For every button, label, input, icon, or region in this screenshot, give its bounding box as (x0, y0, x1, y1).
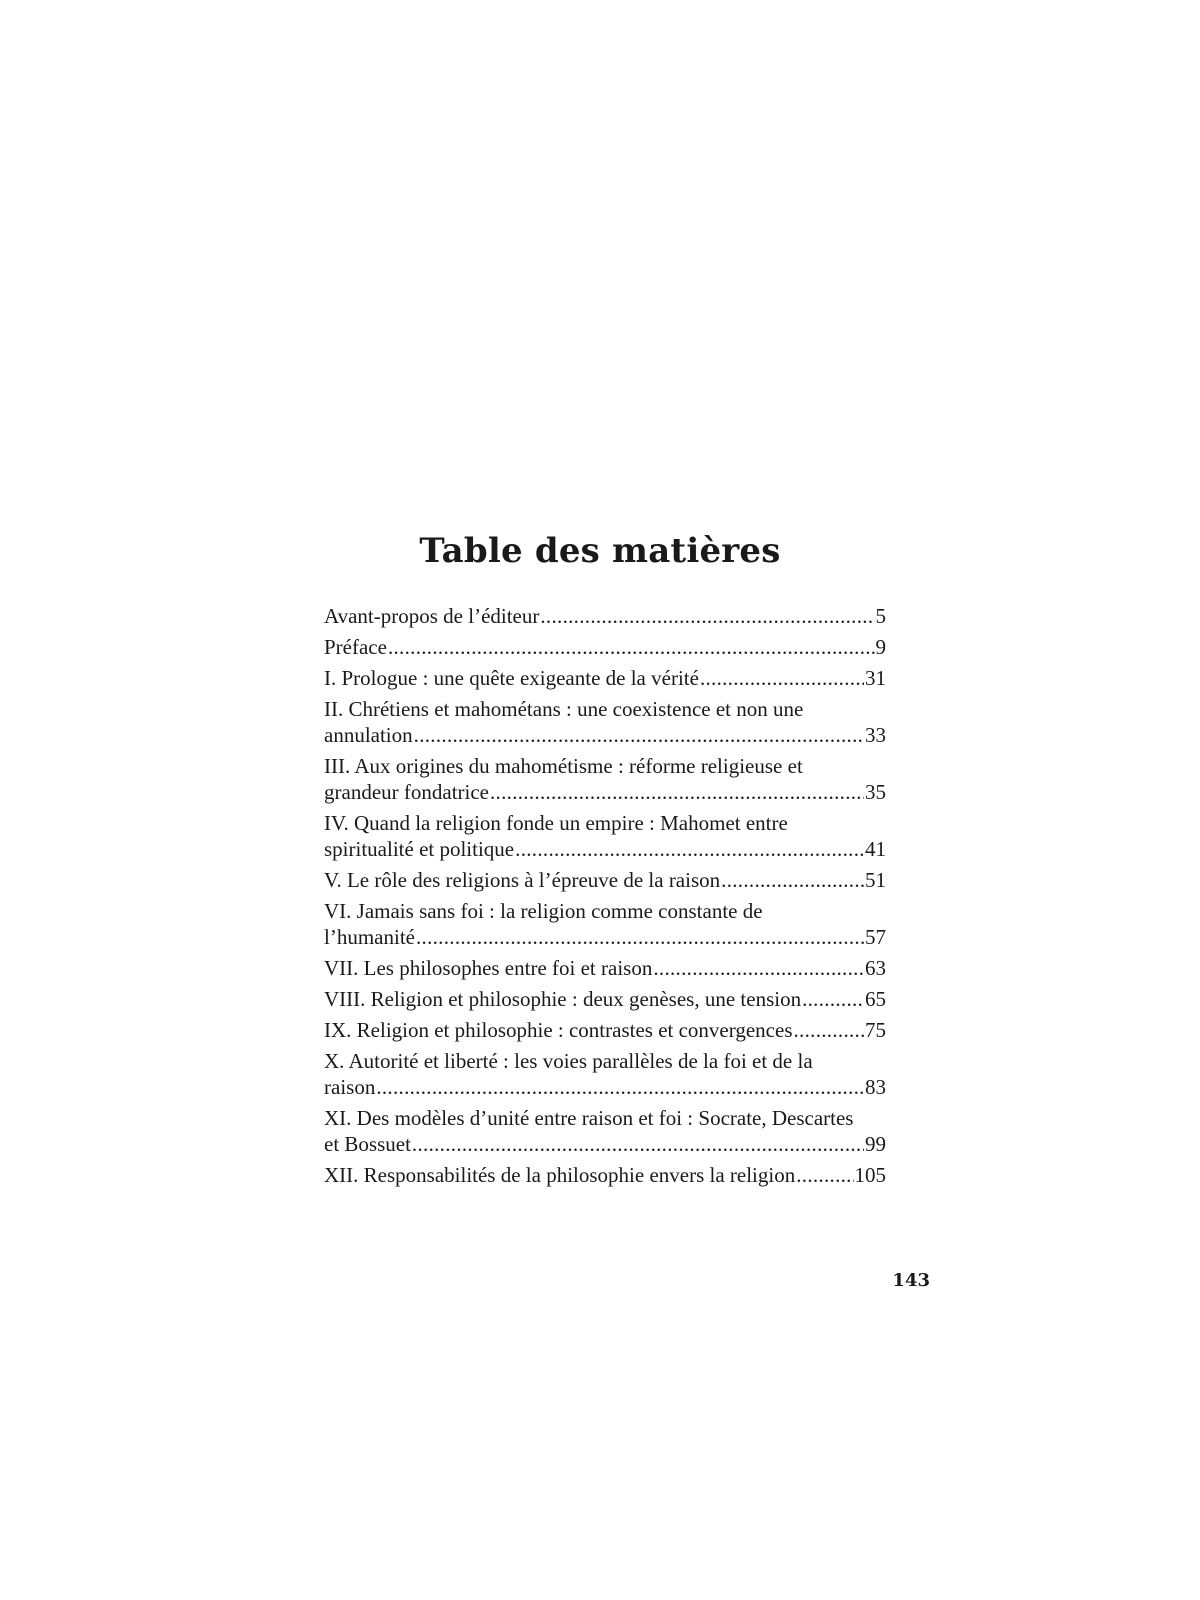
dot-leader (796, 1162, 853, 1188)
toc-entry-page: 33 (865, 723, 886, 747)
toc-entry-label: raison (324, 1075, 376, 1099)
toc-entry-page: 31 (865, 666, 886, 690)
dot-leader (653, 955, 864, 981)
toc-entry-label: Avant-propos de l’éditeur (324, 604, 540, 628)
toc-entry-chapter-5 (324, 867, 886, 893)
toc-entry-chapter-12 (324, 1162, 886, 1188)
dot-leader (721, 867, 864, 893)
dot-leader (388, 634, 875, 660)
toc-entry-label: grandeur fondatrice (324, 780, 489, 804)
page-title: Table des matières (419, 530, 781, 571)
toc-entry-label: XII. Responsabilités de la philosophie envers la religion (324, 1163, 796, 1187)
toc-entry-label: VII. Les philosophes entre foi et raison (324, 956, 653, 980)
toc-entry-preface (324, 634, 886, 660)
toc-entry-page: 65 (865, 987, 886, 1011)
dot-leader (416, 924, 864, 950)
toc-entry-chapter-11 (324, 1105, 886, 1157)
toc-entry-label-line-1: VI. Jamais sans foi : la religion comme constante de (324, 899, 763, 923)
toc-entry-page: 75 (865, 1018, 886, 1042)
toc-entry-avant-propos (324, 603, 886, 629)
toc-entry-label: Préface (324, 635, 387, 659)
toc-entry-page: 83 (865, 1075, 886, 1099)
toc-entry-chapter-8 (324, 986, 886, 1012)
dot-leader (515, 836, 864, 862)
dot-leader (540, 603, 874, 629)
toc-entry-chapter-9 (324, 1017, 886, 1043)
toc-entry-label: I. Prologue : une quête exigeante de la vérité (324, 666, 699, 690)
toc-entry-label-line-1: X. Autorité et liberté : les voies parallèles de la foi et de la (324, 1049, 813, 1073)
toc-entry-chapter-4 (324, 810, 886, 862)
dot-leader (700, 665, 864, 691)
toc-entry-label: annulation (324, 723, 413, 747)
toc-entry-page: 5 (875, 604, 886, 628)
toc-entry-label-line-1: II. Chrétiens et mahométans : une coexistence et non une (324, 697, 804, 721)
dot-leader (412, 1131, 864, 1157)
dot-leader (490, 779, 864, 805)
toc-entry-chapter-10 (324, 1048, 886, 1100)
toc-entry-page: 63 (865, 956, 886, 980)
toc-entry-label-line-1: XI. Des modèles d’unité entre raison et foi : Socrate, Descartes (324, 1106, 854, 1130)
toc-entry-page: 99 (865, 1132, 886, 1156)
toc-entry-page: 51 (865, 868, 886, 892)
toc-entry-label: IX. Religion et philosophie : contrastes et convergences (324, 1018, 793, 1042)
toc-entry-chapter-2 (324, 696, 886, 748)
page-number: 143 (892, 1270, 930, 1291)
dot-leader (414, 722, 864, 748)
dot-leader (376, 1074, 864, 1100)
toc-entry-chapter-1 (324, 665, 886, 691)
toc-entry-page: 35 (865, 780, 886, 804)
toc-entry-label-line-1: III. Aux origines du mahométisme : réforme religieuse et (324, 754, 803, 778)
dot-leader (802, 986, 864, 1012)
toc-entry-chapter-7 (324, 955, 886, 981)
toc-entry-label: l’humanité (324, 925, 415, 949)
toc-entry-page: 9 (875, 635, 886, 659)
toc-entry-page: 57 (865, 925, 886, 949)
toc-entry-label: et Bossuet (324, 1132, 411, 1156)
toc-entry-label-line-1: IV. Quand la religion fonde un empire : Mahomet entre (324, 811, 788, 835)
toc-entry-page: 41 (865, 837, 886, 861)
dot-leader (794, 1017, 865, 1043)
toc-entry-label: spiritualité et politique (324, 837, 515, 861)
table-of-contents (324, 603, 886, 1193)
toc-entry-label: VIII. Religion et philosophie : deux genèses, une tension (324, 987, 802, 1011)
toc-entry-chapter-3 (324, 753, 886, 805)
toc-entry-label: V. Le rôle des religions à l’épreuve de la raison (324, 868, 721, 892)
toc-entry-chapter-6 (324, 898, 886, 950)
toc-entry-page: 105 (854, 1163, 886, 1187)
